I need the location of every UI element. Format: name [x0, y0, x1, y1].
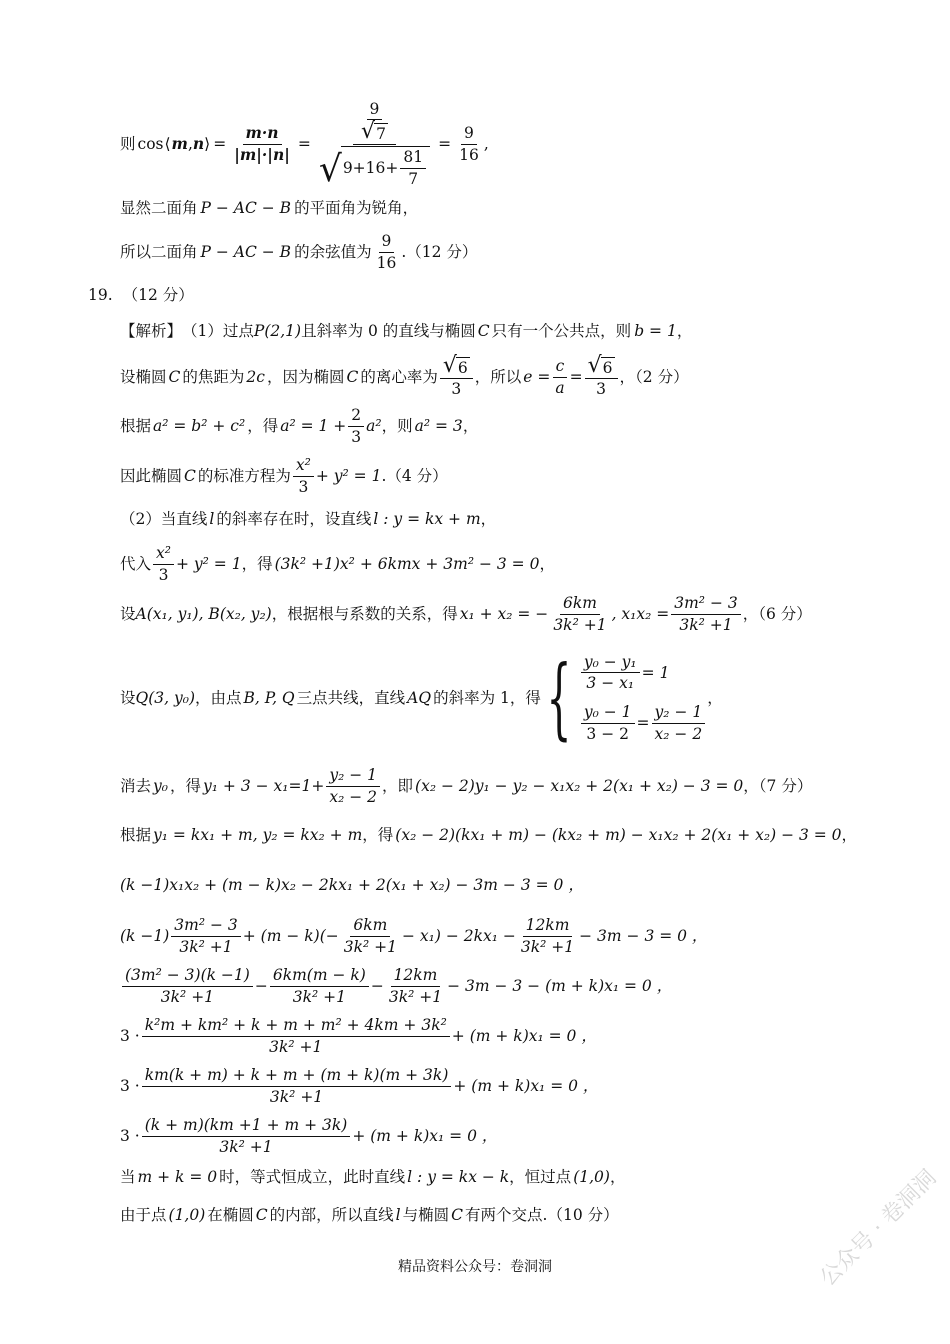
solution-line-15: 3 · $\frac{km(k + m) + k + m + (m + k)(m + 3k)}{\text{3k² +1}}$ + (m + k)x₁ = 0 ， — [120, 1065, 599, 1106]
solution-line-11: (k −1)x₁x₂ + (m − k)x₂ − 2kx₁ + 2(x₁ + x₂) − 3m − 3 = 0 ， — [120, 876, 584, 894]
numeric-fraction: 9 √ 7 √ 9+16+ $\frac{81}{7}$ — [316, 100, 433, 189]
solution-line-1: 【解析】 （1）过点 P(2,1) 且斜率为 0 的直线与椭圆 C 只有一个公共点，则 b = 1 ， — [120, 322, 693, 340]
solution-line-16: 3 · $\frac{(k + m)(km +1 + m + 3k)}{\text{3k² +1}}$ + (m + k)x₁ = 0 ， — [120, 1115, 498, 1156]
dot-product-fraction: $\frac{m\cdot n}{|m|\cdot|n|}$ — [234, 122, 290, 164]
solution-line-4: 因此椭圆 C 的标准方程为 $\frac{\text{x²}}{3}$ + y² = 1 .（4 分） — [120, 455, 448, 496]
solution-line-13: $\frac{\text{(3m² − 3)(k −1)}}{\text{3k² +1}}$ − $\frac{6km(m - k)}{\text{3k² +1}}$ − $\frac{12km}{\text{3k² +1}}$ − 3m − 3 − (m + k)x₁ = 0 ， — [120, 964, 672, 1008]
solution-line-17: 当 m + k = 0 时，等式恒成立，此时直线 l : y = kx − k ，恒过点 (1,0) ， — [120, 1168, 626, 1186]
result-fraction: $\frac{9}{16}$ — [459, 123, 479, 164]
cos-label: cos — [137, 134, 164, 153]
solution-line-5: （2）当直线 l 的斜率存在时，设直线 l : y = kx + m ， — [120, 510, 497, 528]
page-footer: 精品资料公众号：卷洞洞 — [398, 1259, 552, 1275]
solution-line-2: 设椭圆 C 的焦距为 2c ，因为椭圆 C 的离心率为 √ 6 3 ，所以 e = $\frac{c}{a}$ = √ 6 3 ，（2 分） — [120, 353, 689, 399]
watermark: 公众号 · 卷洞洞 — [815, 1165, 942, 1292]
line-prefix: 则 — [120, 134, 136, 153]
solution-line-18: 由于点 (1,0) 在椭圆 C 的内部，所以直线 l 与椭圆 C 有两个交点.（10 分） — [120, 1206, 619, 1224]
question-number: 19. — [88, 286, 113, 304]
solution-line-12: (k −1) $\frac{\text{3m² − 3}}{\text{3k² +1}}$ + (m − k)(− $\frac{6km}{\text{3k² +1}}$ − x₁) − 2kx₁ − $\frac{12km}{\text{3k² +1}}$ − 3m − 3 = 0 ， — [120, 915, 708, 956]
cosine-formula-line: 则 cos ⟨ m , n ⟩ = $\frac{m\cdot n}{|m|\cdot|n|}$ = 9 √ 7 √ 9+16+ $\frac{81}{7}$ = $\frac{9}{16}$ , — [120, 99, 489, 191]
question-header — [88, 286, 194, 305]
solution-line-3: 根据 a² = b² + c² ，得 a² = 1 + $\frac{2}{3}$ a² ，则 a² = 3 ， — [120, 405, 479, 446]
solution-line-8: 设 Q(3, y₀) ，由点 B, P, Q 三点共线，直线 AQ 的斜率为 1，得 { $\frac{\text{y₀ − y₁}}{\text{3 − x₁}}$ = 1 $\frac{\text{y₀ − 1}}{3 - 2}$ = $\frac{\text{y₂ − 1}}{\text{x₂ − 2}}$ ， — [120, 645, 723, 749]
equation-system: { $\frac{\text{y₀ − y₁}}{\text{3 − x₁}}$ = 1 $\frac{\text{y₀ − 1}}{3 - 2}$ = $\frac{\text{y₂ − 1}}{\text{x₂ − 2}}$ — [541, 653, 707, 743]
question-score: （12 分） — [122, 286, 194, 304]
solution-line-7: 设 A(x₁, y₁), B(x₂, y₂) ，根据根与系数的关系，得 x₁ + x₂ = − $\frac{6km}{\text{3k² +1}}$ , x₁x₂ = $\frac{\text{3m² − 3}}{\text{3k² +1}}$ ，（6 分） — [120, 593, 812, 634]
solution-line-6: 代入 $\frac{\text{x²}}{3}$ + y² = 1 ，得 (3k² +1)x² + 6kmx + 3m² − 3 = 0 ， — [120, 543, 555, 584]
solution-line-10: 根据 y₁ = kx₁ + m, y₂ = kx₂ + m ，得 (x₂ − 2)(kx₁ + m) − (kx₂ + m) − x₁x₂ + 2(x₁ + x₂) − 3 = 0 ， — [120, 826, 858, 844]
solution-line-14: 3 · $\frac{\text{k²m + km² + k + m + m² + 4km + 3k²}}{\text{3k² +1}}$ + (m + k)x₁ = 0 ， — [120, 1015, 597, 1056]
cosine-value-line: 所以二面角 P − AC − B 的余弦值为 $\frac{9}{16}$ .（12 分） — [120, 232, 478, 272]
solution-line-9: 消去 y₀ ，得 y₁ + 3 − x₁=1+ $\frac{\text{y₂ − 1}}{\text{x₂ − 2}}$ ，即 (x₂ − 2)y₁ − y₂ − x₁x₂ + 2(x₁ + x₂) − 3 = 0 ，（7 分） — [120, 765, 813, 806]
acute-angle-line: 显然二面角 P − AC − B 的平面角为锐角， — [120, 199, 419, 217]
